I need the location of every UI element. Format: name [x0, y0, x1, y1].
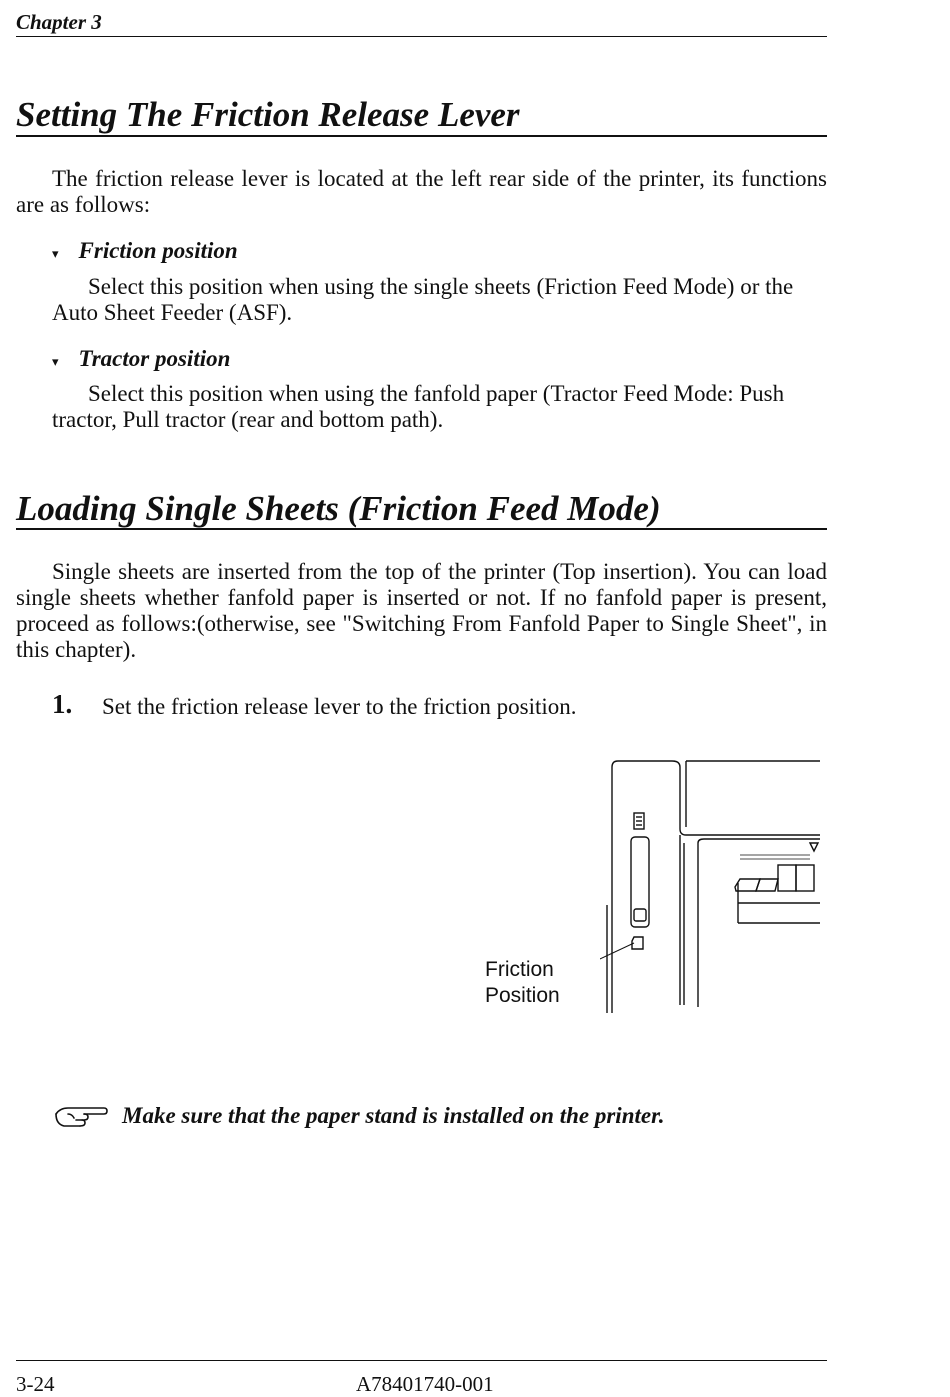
printer-lever-diagram — [600, 755, 830, 1017]
page-number: 3-24 — [16, 1372, 55, 1396]
document-id: A78401740-001 — [356, 1372, 494, 1396]
figure-label-line1: Friction — [485, 958, 554, 981]
bullet-item — [52, 346, 827, 372]
section-title-rule — [16, 135, 827, 137]
section-title-single-sheets: Loading Single Sheets (Friction Feed Mode) — [16, 489, 661, 528]
chapter-header: Chapter 3 — [16, 10, 102, 34]
bullet-title: Friction position — [78, 238, 238, 263]
pointing-hand-icon — [54, 1104, 108, 1130]
note-text: Make sure that the paper stand is installed on the printer. — [122, 1103, 665, 1128]
section-title-rule — [16, 528, 827, 530]
bullet-arrow-icon: ▾ — [52, 354, 59, 369]
step-number: 1. — [52, 689, 73, 719]
figure-label-line2: Position — [485, 984, 560, 1007]
bullet-title: Tractor position — [78, 346, 231, 371]
section-title-friction-lever: Setting The Friction Release Lever — [16, 95, 520, 134]
bullet-arrow-icon: ▾ — [52, 246, 59, 261]
footer-rule — [16, 1360, 827, 1361]
header-rule — [16, 36, 827, 37]
bullet-item — [52, 238, 827, 264]
bullet-text: Select this position when using the fanfold paper (Tractor Feed Mode: Push tractor, Pull tractor (rear and bottom path). — [52, 381, 785, 432]
bullet-text: Select this position when using the single sheets (Friction Feed Mode) or the Auto Sheet Feeder (ASF). — [52, 274, 794, 325]
intro-paragraph: The friction release lever is located at the left rear side of the printer, its functions are as follows: — [16, 166, 827, 217]
figure-label — [485, 957, 560, 1009]
step-text: Set the friction release lever to the friction position. — [102, 694, 577, 719]
intro-paragraph: Single sheets are inserted from the top of the printer (Top insertion). You can load single sheets whether fanfold paper is inserted or not. If no fanfold paper is present, proceed as follows:(otherwise, see "Switching From Fanfold Paper to Single Sheet", in this chapter). — [16, 559, 827, 662]
